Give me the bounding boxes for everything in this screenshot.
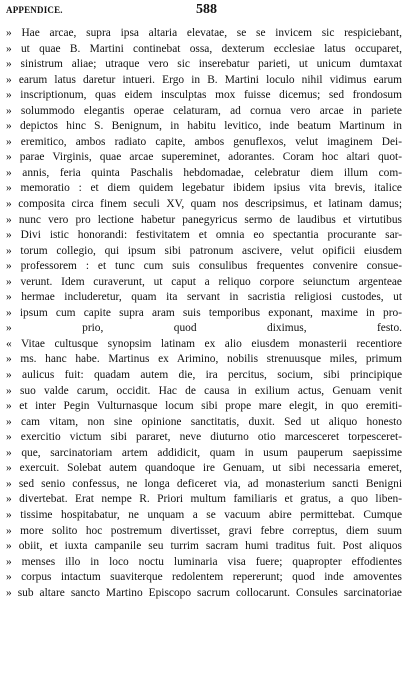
text-line: » exercitio victum sibi pararet, neve diuturno otio marcesceret torpesceret- <box>6 431 402 444</box>
text-line: » earum latus daretur intueri. Ergo in B. Martini loculo nihil vidimus earum <box>6 73 402 86</box>
text-line: » composita circa finem seculi XV, quam nos descripsimus, et latinam damus; <box>6 198 402 211</box>
text-line: » memoratio : et diem quidem legebatur ibidem ipsius vita brevis, italice <box>6 182 402 195</box>
text-line: » sub altare sancto Martino Episcopo sacrum collocarunt. Consules sarcinatoriae <box>6 586 402 599</box>
text-line: » divertebat. Erat nempe R. Priori multum familiaris et gratus, a quo liben- <box>6 493 402 506</box>
text-line: » sed senio confessus, ne longa deficeret via, ad monasterium sancti Benigni <box>6 477 402 490</box>
text-line: » solummodo elegantis operae celaturam, ad cornua vero arcae in pariete <box>6 104 402 117</box>
text-line: » et inter Pegin Vulturnasque locum sibi prope mare elegit, in quo eremiti- <box>6 400 402 413</box>
text-line: » exercuit. Solebat autem quandoque ire Genuam, ut sibi necessaria emeret, <box>6 462 402 475</box>
text-line: » more solito hoc postremum divertisset, gravi febre correptus, diem suum <box>6 524 402 537</box>
text-line: » aulicus fuit: quadam autem die, ira percitus, socium, sibi principique <box>6 369 402 382</box>
text-line: » tissime hospitabatur, ne unquam a se vacuum abire permittebat. Cumque <box>6 508 402 521</box>
text-line: » ipsum cum capite supra aram suis temporibus exponant, maxime in pro- <box>6 306 402 319</box>
text-line: » obiit, et iuxta campanile seu turrim sacram humi traditus fuit. Post aliquos <box>6 540 402 553</box>
text-line: » inscriptionum, quas eidem insculptas mox fuisse dicemus; sed frondosum <box>6 89 402 102</box>
text-line: » menses illo in loco noctu luminaria visa fuere; quapropter effodientes <box>6 555 402 568</box>
text-line: » depictos hinc S. Benignum, in habitu levitico, inde beatum Martinum in <box>6 120 402 133</box>
text-line: » cam vitam, non sine opinione sanctitatis, duxit. Sed ut aliquo honesto <box>6 415 402 428</box>
page-number: 588 <box>196 2 217 17</box>
page-header <box>6 2 402 20</box>
text-line: » parae Virginis, quae arcae supereminet, adorantes. Coram hoc altari quot- <box>6 151 402 164</box>
text-line: » professorem : et tunc cum suis consulibus frequentes convenire consue- <box>6 260 402 273</box>
running-head: APPENDICE. <box>6 5 63 15</box>
text-line: « Vitae cultusque synopsim latinam ex alio eiusdem monasterii recentiore <box>6 337 402 350</box>
text-line: » sinistrum aliae; utraque vero sic inserebatur parieti, ut unicum dumtaxat <box>6 58 402 71</box>
text-line: » ut quae B. Martini continebat ossa, dexterum ecclesiae latus occuparet, <box>6 42 402 55</box>
text-line: » hermae includeretur, quam ita servant in sacristia religiosi custodes, ut <box>6 291 402 304</box>
text-line: » annis, feria quinta Paschalis hebdomadae, celebratur diem illum com- <box>6 166 402 179</box>
text-line: » corpus intactum suaviterque redolentem repererunt; quod inde amoventes <box>6 571 402 584</box>
text-line: » Divi istic honorandi: festivitatem et omnia eo spectantia procurante sar- <box>6 229 402 242</box>
text-line: » verunt. Idem curaverunt, ut caput a reliquo corpore seiunctum argenteae <box>6 275 402 288</box>
text-line: » nunc vero pro lectione habetur panegyricus sermo de laudibus et virtutibus <box>6 213 402 226</box>
text-line: » que, sarcinatoriam artem addidicit, quam in usum pauperum saepissime <box>6 446 402 459</box>
text-line: » eremitico, ambos radiato capite, ambos genuflexos, velut imaginem Dei- <box>6 135 402 148</box>
text-line: » prio, quod diximus, festo. <box>6 322 402 335</box>
text-line: » Hae arcae, supra ipsa altaria elevatae, se se invicem sic respiciebant, <box>6 27 402 39</box>
text-line: » suo valde carum, occidit. Hac de causa in exilium actus, Genuam venit <box>6 384 402 397</box>
text-line: » ms. hanc habe. Martinus ex Arimino, nobilis strenuusque miles, primum <box>6 353 402 366</box>
text-line: » torum collegio, qui ipsum sibi patronum asciverе, velut opificii eiusdem <box>6 244 402 257</box>
body-text <box>6 26 402 601</box>
